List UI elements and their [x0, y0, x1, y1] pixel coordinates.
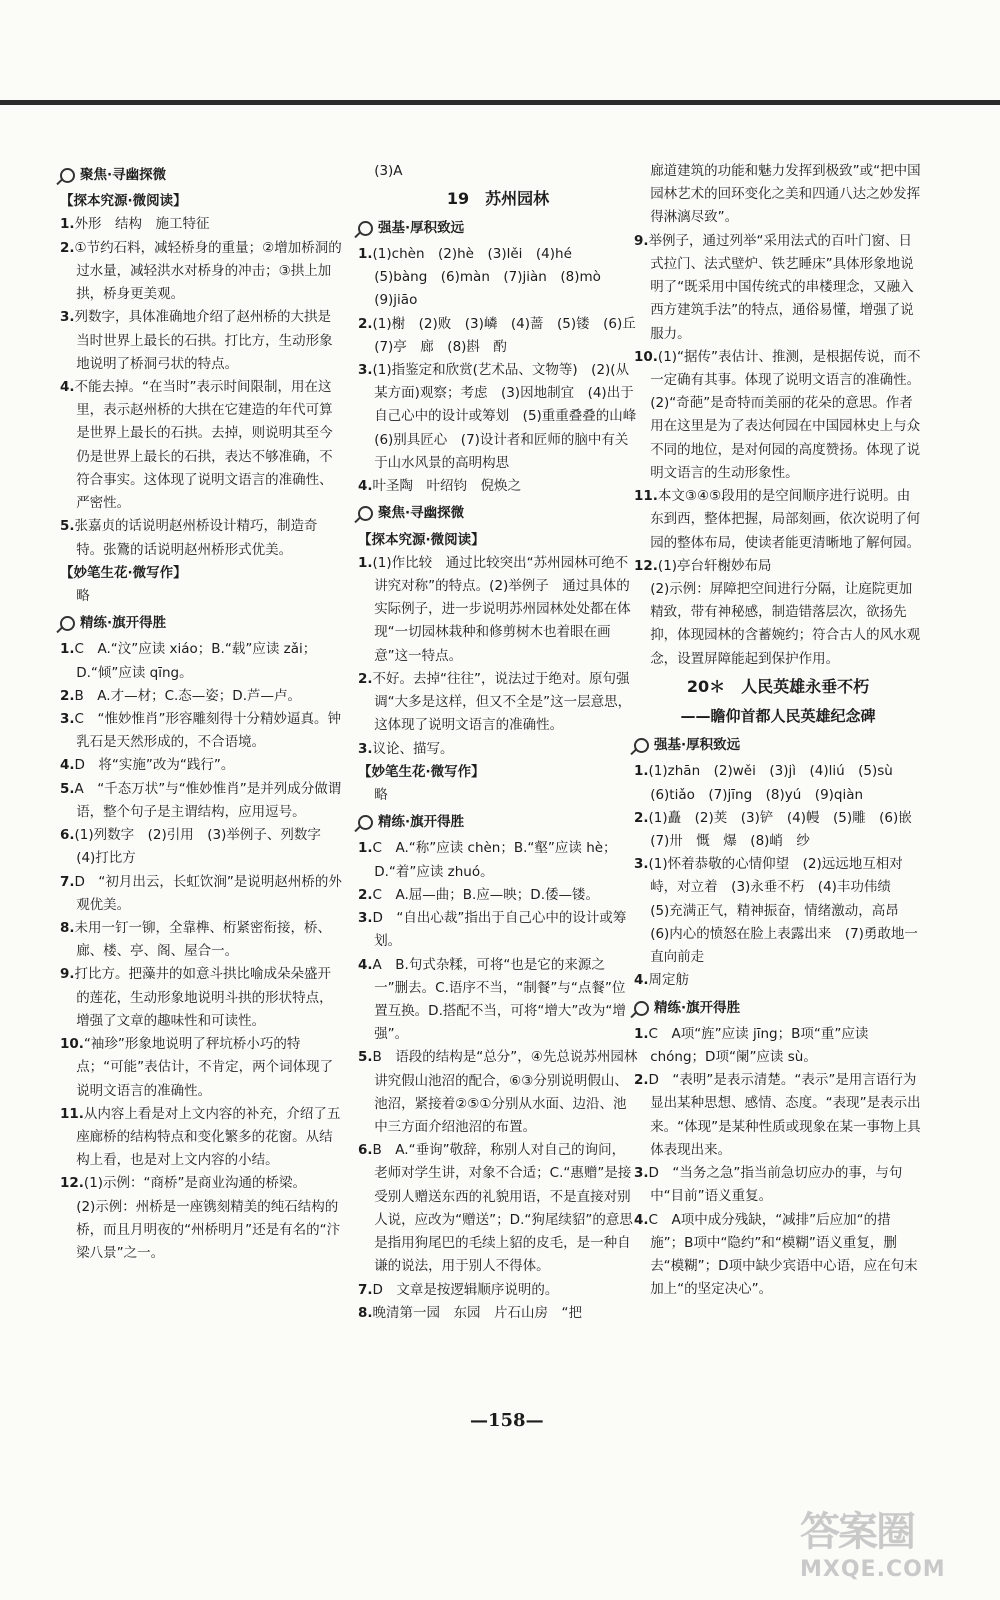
answer-text: B 语段的结构是“总分”，④先总说苏州园林讲究假山池沼的配合，⑥③分别说明假山、池沼，紧接着②⑤①分别从水面、边沿、池中三方面介绍池沼的布置。 [372, 1049, 638, 1136]
answer-number: 12. [634, 557, 658, 574]
answer-list [634, 230, 922, 578]
section-header [358, 217, 638, 240]
answer-number: 3. [358, 740, 373, 757]
answer-text: (1)矗 (2)荚 (3)铲 (4)幔 (5)雕 (6)嵌 (7)卅 慨 爆 (8)峭 纱 [648, 809, 926, 849]
answer-list [358, 552, 638, 761]
section-header [634, 997, 922, 1020]
answer-item [634, 1069, 922, 1162]
answer-text: C “惟妙惟肖”形容雕刻得十分精妙逼真。钟乳石是天然形成的，不合语境。 [74, 711, 341, 751]
answer-number: 8. [60, 920, 75, 936]
answer-text: 晚清第一园 东园 片石山房 “把 [372, 1304, 583, 1321]
answer-item [634, 346, 922, 485]
answer-number: 3. [634, 856, 649, 873]
answer-text: D “表明”是表示清楚。“表示”是用言语行为显出某种思想、感情、态度。“表现”是表示出来。“体现”是某种性质或现象在某一事物上具体表现出来。 [648, 1072, 921, 1158]
section-header [358, 502, 638, 525]
answer-text: 本文③④⑤段用的是空间顺序进行说明。由东到西，整体把握，局部刻画，依次说明了何园的整体布局，使读者能更清晰地了解何园。 [650, 488, 921, 551]
answer-number: 11. [60, 1105, 84, 1122]
answer-text: C A项“旌”应读 jīng；B项“重”应读 chóng；D项“阑”应读 sù。 [648, 1025, 869, 1065]
answer-number: 4. [634, 1211, 649, 1228]
answer-text: 不好。去掉“往往”，说法过于绝对。原句强调“大多是这样，但又不全是”这一层意思，这体现了说明文语言的准确性。 [372, 670, 632, 734]
answer-item [60, 754, 342, 777]
answer-item [358, 738, 638, 761]
top-rule [0, 100, 1000, 105]
answer-text: D “初月出云，长虹饮涧”是说明赵州桥的外观优美。 [74, 873, 342, 913]
answer-text: 未用一钉一铆，全靠榫、桁紧密衔接，桥、廊、楼、亭、阁、屋合一。 [74, 920, 332, 960]
answer-item [358, 907, 638, 953]
answer-number: 7. [60, 873, 75, 890]
answer-text: B A.才—材；C.态—姿；D.芦—卢。 [74, 687, 301, 704]
subsection-title: 【妙笔生花·微写作】 [60, 564, 187, 581]
answer-text: (1)榭 (2)败 (3)嶙 (4)蔷 (5)镂 (6)丘 (7)亭 廊 (8)斟 酌 [372, 315, 650, 355]
answer-item [60, 515, 342, 561]
lesson-title: 19 苏州园林 [446, 189, 550, 209]
answer-number: 1. [634, 763, 649, 780]
answer-text: (1)“据传”表估计、推测，是根据传说，而不一定确有其事。体现了说明文语言的准确性。(2)“奇葩”是奇特而美丽的花朵的意思。作者用在这里是为了表达何园在中国园林史上与众不同的地位，是对何园的高度赞扬。体现了说明文语言的生动形象性。 [650, 348, 921, 481]
answer-number: 9. [634, 232, 649, 249]
answer-text: (1)亭台轩榭妙布局 [657, 557, 772, 574]
answer-number: 4. [634, 972, 649, 989]
answer-text: (1)chèn (2)hè (3)lěi (4)hé (5)bàng (6)màn (7)jiàn (8)mò (9)jiāo [372, 245, 615, 309]
subsection-title: 【探本究源·微阅读】 [358, 531, 485, 548]
answer-text: A B.句式杂糅，可将“也是它的来源之一”删去。C.语序不当，“制餐”与“点餐”位置互换。D.搭配不当，可将“增大”改为“增强”。 [372, 956, 626, 1043]
answer-item [634, 230, 922, 346]
answer-item [358, 1279, 638, 1302]
answer-number: 6. [60, 827, 75, 844]
answer-text: “袖珍”形象地说明了秤坑桥小巧的特点；“可能”表估计，不肯定，两个词体现了说明文语言的准确性。 [76, 1036, 334, 1099]
answer-number: 1. [634, 1025, 649, 1042]
answer-number: 1. [60, 641, 75, 658]
answer-number: 5. [358, 1049, 373, 1066]
watermark [800, 1500, 970, 1590]
answer-text: (1)示例：“商桥”是商业沟通的桥梁。 [83, 1175, 307, 1192]
answer-item [358, 1046, 638, 1139]
section-header [60, 612, 342, 635]
section-title: 聚焦·寻幽探微 [80, 167, 167, 183]
answer-text: (2)示例：州桥是一座镌刻精美的纯石结构的桥，而且月明夜的“州桥明月”还是有名的“汴梁八景”之一。 [76, 1198, 341, 1262]
answer-number: 2. [60, 687, 75, 704]
section-header [358, 811, 638, 834]
answer-list [634, 760, 926, 992]
answer-item [634, 853, 922, 969]
answer-number: 7. [358, 1281, 373, 1298]
answer-item [60, 376, 342, 515]
answer-number: 8. [358, 1304, 373, 1321]
answer-text: 略 [374, 786, 388, 803]
answer-item [60, 237, 342, 307]
section-header [60, 164, 342, 187]
answer-item [60, 1172, 342, 1195]
answer-number: 4. [358, 956, 373, 973]
answer-item [60, 638, 342, 684]
answer-text: B A.“垂询”敬辞，称别人对自己的询问，老师对学生讲，对象不合适；C.“惠赠”是接受别人赠送东西的礼貌用语，不是直接对别人说，应改为“赠送”；D.“狗尾续貂”的意思是指用狗尾巴的毛续上貂的皮毛，是一种自谦的说法，用于别人不得体。 [372, 1142, 633, 1275]
answer-item [358, 884, 638, 907]
answer-item [60, 685, 342, 708]
answer-item [634, 555, 922, 578]
section-title: 强基·厚积致远 [378, 219, 465, 236]
answer-item [634, 1162, 922, 1208]
answer-text: 列数字，具体准确地介绍了赵州桥的大拱是当时世界上最长的石拱。打比方，生动形象地说明了桥洞弓状的特点。 [74, 309, 333, 372]
answer-number: 1. [358, 840, 373, 857]
answer-number: 3. [60, 309, 75, 326]
answer-number: 4. [60, 378, 75, 395]
magnifier-icon [60, 616, 75, 631]
answer-text: C A.“汶”应读 xiáo；B.“载”应读 zǎi；D.“倾”应读 qīng。 [74, 641, 317, 681]
answer-text: (1)zhān (2)wěi (3)jì (4)liú (5)sù (6)tiǎo (7)jīng (8)yú (9)qiàn [648, 763, 907, 803]
magnifier-icon [358, 221, 373, 236]
section-title: 精练·旗开得胜 [80, 615, 167, 632]
answer-text: 叶圣陶 叶绍钧 倪焕之 [372, 478, 522, 495]
answer-number: 1. [358, 554, 373, 571]
answer-text: ①节约石料，减轻桥身的重量；②增加桥洞的过水量，减轻洪水对桥身的冲击；③拱上加拱，桥身更美观。 [74, 239, 342, 303]
magnifier-icon [358, 506, 373, 521]
answer-item [60, 1103, 342, 1173]
answer-list [60, 213, 342, 561]
answer-item [634, 1209, 922, 1302]
answer-text: 外形 结构 施工特征 [74, 216, 210, 233]
answer-number: 5. [60, 518, 75, 535]
answer-item [358, 359, 650, 475]
answer-number: 4. [358, 478, 373, 495]
answer-text: D 文章是按逻辑顺序说明的。 [372, 1281, 559, 1298]
subsection-title: 【妙笔生花·微写作】 [358, 763, 485, 780]
answer-text: D 将“实施”改为“践行”。 [74, 757, 235, 774]
answer-number: 1. [60, 216, 75, 233]
answer-number: 9. [60, 966, 75, 983]
answer-item [358, 954, 638, 1047]
answer-text: 举例子，通过列举“采用法式的百叶门窗、日式拉门、法式壁炉、铁艺睡床”具体形象地说明了“既采用中国传统式的串楼理念，又融入西方建筑手法”的特点，通俗易懂，增强了说服力。 [648, 232, 914, 342]
section-title: 精练·旗开得胜 [378, 814, 465, 831]
answer-text: (2)示例：屏障把空间进行分隔，让庭院更加精致，带有神秘感，制造错落层次，欲扬先抑，体现园林的含蓄婉约；符合古人的风水观念，设置屏障能起到保护作用。 [650, 580, 921, 667]
answer-item [358, 837, 638, 883]
answer-item [358, 313, 650, 359]
answer-text: 不能去掉。“在当时”表示时间限制，用在这里，表示赵州桥的大拱在它建造的年代可算是世界上最长的石拱。去掉，则说明其至今仍是世界上最长的石拱，表达不够准确，不符合事实。这体现了说明文语言的准确性、严密性。 [74, 378, 333, 512]
answer-text: 打比方。把藻井的如意斗拱比喻成朵朵盛开的莲花，生动形象地说明斗拱的形状特点，增强了文章的趣味性和可读性。 [74, 966, 333, 1029]
answer-number: 12. [60, 1175, 84, 1192]
answer-text: 从内容上看是对上文内容的补充，介绍了五座廊桥的结构特点和变化繁多的花窗。从结构上看，也是对上文内容的小结。 [76, 1105, 341, 1169]
answer-item [358, 668, 638, 738]
answer-number: 5. [60, 780, 75, 797]
section-title: 强基·厚积致远 [654, 737, 741, 754]
answer-item [60, 306, 342, 376]
answer-list [60, 638, 342, 1195]
answer-text: 张嘉贞的话说明赵州桥设计精巧，制造奇特。张鷟的话说明赵州桥形式优美。 [74, 518, 318, 558]
answer-text: D “自出心裁”指出于自己心中的设计或筹划。 [372, 910, 627, 950]
answer-item [634, 485, 922, 555]
answer-item [60, 1033, 342, 1103]
magnifier-icon [358, 815, 373, 830]
answer-number: 11. [634, 488, 658, 505]
answer-number: 10. [60, 1036, 84, 1053]
column-left [60, 160, 342, 1265]
answer-number: 4. [60, 757, 75, 774]
answer-item [358, 243, 638, 313]
answer-number: 1. [358, 245, 373, 262]
answer-text: C A.屈—曲；B.应—映；D.倭—镂。 [372, 886, 599, 903]
answer-number: 2. [60, 239, 75, 256]
answer-text: (1)作比较 通过比较突出“苏州园林可绝不讲究对称”的特点。(2)举例子 通过具体的实际例子，进一步说明苏州园林处处都在体现“一切园林栽种和修剪树木也着眼在画意”这一特点。 [372, 554, 631, 664]
answer-text: 周定舫 [648, 972, 690, 989]
answer-item [60, 871, 342, 917]
answer-item [60, 778, 342, 824]
answer-list [634, 1023, 922, 1302]
lesson-subtitle: ——瞻仰首都人民英雄纪念碑 [680, 707, 876, 726]
answer-item [60, 708, 342, 754]
answer-text: 议论、描写。 [372, 740, 454, 757]
subsection-title: 【探本究源·微阅读】 [60, 193, 187, 210]
magnifier-icon [634, 738, 649, 753]
section-title: 精练·旗开得胜 [654, 999, 741, 1016]
answer-item [358, 552, 638, 668]
answer-number: 3. [60, 711, 75, 728]
answer-item [358, 475, 638, 498]
answer-text: C A项中成分残缺，“减排”后应加“的措施”；B项中“隐约”和“模糊”语义重复，删去“模糊”；D项中缺少宾语中心语，应在句末加上“的坚定决心”。 [648, 1211, 918, 1298]
answer-item [60, 824, 342, 870]
answer-text: (3)A [374, 163, 403, 179]
answer-item [60, 963, 342, 1033]
answer-item [60, 213, 342, 236]
answer-text: C A.“称”应读 chèn；B.“壑”应读 hè；D.“着”应读 zhuó。 [372, 840, 617, 880]
magnifier-icon [60, 168, 75, 183]
answer-number: 2. [358, 886, 373, 903]
answer-number: 10. [634, 348, 658, 365]
answer-item [60, 917, 342, 963]
answer-number: 2. [358, 315, 373, 332]
magnifier-icon [634, 1001, 649, 1016]
answer-text: (1)怀着恭敬的心情仰望 (2)远远地互相对峙，对立着 (3)永垂不朽 (4)丰功伟绩 (5)充满正气，精神振奋，情绪激动，高昂 (6)内心的愤怒在脸上表露出来 (7)勇敢地一直向前走 [648, 856, 918, 966]
answer-number: 2. [358, 670, 373, 687]
answer-item [358, 1139, 638, 1278]
watermark-url: MXQE.COM [800, 1557, 946, 1582]
column-right [634, 160, 926, 1301]
answer-text: A “千态万状”与“惟妙惟肖”是并列成分做谓语，整个句子是主谓结构，应用逗号。 [74, 780, 342, 820]
section-header [634, 734, 922, 757]
answer-number: 2. [634, 1072, 649, 1089]
answer-text: (1)列数字 (2)引用 (3)举例子、列数字 (4)打比方 [74, 827, 335, 867]
answer-number: 3. [634, 1165, 649, 1182]
answer-list [358, 837, 638, 1325]
answer-item [634, 807, 926, 853]
answer-text: 略 [76, 587, 90, 604]
answer-number: 3. [358, 362, 373, 379]
answer-text: 廊道建筑的功能和魅力发挥到极致”或“把中国园林艺术的回环变化之美和四通八达之妙发挥得淋漓尽致”。 [650, 163, 921, 226]
lesson-title: 20＊ 人民英雄永垂不朽 [686, 676, 870, 696]
answer-item [634, 969, 922, 992]
section-title: 聚焦·寻幽探微 [378, 505, 465, 522]
answer-item [358, 1302, 638, 1325]
answer-item [634, 1023, 922, 1069]
answer-text: D “当务之急”指当前急切应办的事，与句中“目前”语义重复。 [648, 1165, 903, 1205]
answer-item [634, 760, 922, 806]
answer-text: (1)指鉴定和欣赏(艺术品、文物等) (2)(从某方面)观察；考虑 (3)因地制宜 (4)出于自己心中的设计或筹划 (5)重重叠叠的山峰 (6)别具匠心 (7)设计者和匠师的脑中有关于山水风景的高明构思 [372, 362, 650, 471]
answer-number: 2. [634, 809, 649, 826]
answer-number: 6. [358, 1142, 373, 1159]
answer-number: 3. [358, 910, 373, 927]
page-number: —158— [470, 1410, 544, 1431]
watermark-logo: 答案圈 [800, 1509, 914, 1555]
